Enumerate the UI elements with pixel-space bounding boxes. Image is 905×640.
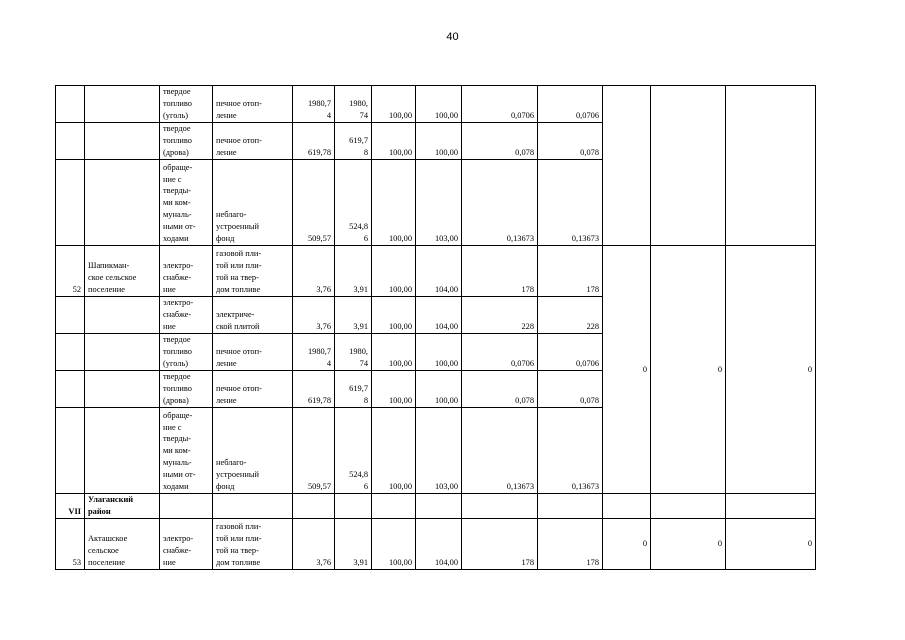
percent-first: 100,00 xyxy=(372,408,416,494)
summary-value-2: 0 xyxy=(651,246,726,494)
value-second-period: 619,7 8 xyxy=(335,123,372,160)
percent-first: 100,00 xyxy=(372,246,416,297)
district-name: Улаганский район xyxy=(85,494,160,519)
row-index xyxy=(56,123,85,160)
value-second-period: 3,91 xyxy=(335,519,372,570)
page-number: 40 xyxy=(446,31,459,43)
utility-service: электро- снабже- ние xyxy=(160,519,213,570)
tail-col-3 xyxy=(726,86,816,246)
norm-second: 0,0706 xyxy=(538,86,603,123)
norm-first: 0,13673 xyxy=(462,160,538,246)
percent-second: 103,00 xyxy=(416,408,462,494)
value-first-period: 1980,7 4 xyxy=(293,334,335,371)
row-index: 52 xyxy=(56,246,85,297)
norm-first: 0,13673 xyxy=(462,408,538,494)
value-first-period: 619,78 xyxy=(293,371,335,408)
percent-second: 104,00 xyxy=(416,519,462,570)
norm-first: 0,0706 xyxy=(462,86,538,123)
row-index: 53 xyxy=(56,519,85,570)
table-row xyxy=(56,519,816,570)
settlement-name xyxy=(85,123,160,160)
table-row xyxy=(56,86,816,123)
norm-second: 178 xyxy=(538,519,603,570)
percent-second: 103,00 xyxy=(416,160,462,246)
consumer-category: электриче- ской плитой xyxy=(213,297,293,334)
value-first-period: 3,76 xyxy=(293,519,335,570)
norm-first: 0,078 xyxy=(462,371,538,408)
value-first-period: 509,57 xyxy=(293,408,335,494)
row-index xyxy=(56,371,85,408)
summary-value-1: 0 xyxy=(603,519,651,570)
settlement-name xyxy=(85,297,160,334)
consumer-category: неблаго- устроенный фонд xyxy=(213,408,293,494)
utility-service: твердое топливо (уголь) xyxy=(160,334,213,371)
value-second-period: 524,8 6 xyxy=(335,408,372,494)
consumer-category: печное отоп- ление xyxy=(213,334,293,371)
norm-second: 0,13673 xyxy=(538,160,603,246)
row-index xyxy=(56,334,85,371)
norm-second: 228 xyxy=(538,297,603,334)
consumer-category: газовой пли- той или пли- той на твер- дом топливе xyxy=(213,519,293,570)
utility-service: твердое топливо (уголь) xyxy=(160,86,213,123)
norm-first: 178 xyxy=(462,519,538,570)
norm-first: 0,0706 xyxy=(462,334,538,371)
row-index xyxy=(56,297,85,334)
percent-first: 100,00 xyxy=(372,297,416,334)
consumer-category: неблаго- устроенный фонд xyxy=(213,160,293,246)
percent-second: 104,00 xyxy=(416,297,462,334)
settlement-name xyxy=(85,334,160,371)
percent-second: 100,00 xyxy=(416,371,462,408)
value-first-period: 3,76 xyxy=(293,297,335,334)
percent-second: 100,00 xyxy=(416,86,462,123)
empty-cell xyxy=(372,494,416,519)
value-first-period: 3,76 xyxy=(293,246,335,297)
settlement-name: Акташское сельское поселение xyxy=(85,519,160,570)
summary-value-2: 0 xyxy=(651,519,726,570)
value-second-period: 524,8 6 xyxy=(335,160,372,246)
norm-second: 178 xyxy=(538,246,603,297)
value-first-period: 509,57 xyxy=(293,160,335,246)
settlement-name xyxy=(85,160,160,246)
tariff-table xyxy=(55,85,816,570)
norm-second: 0,0706 xyxy=(538,334,603,371)
consumer-category: печное отоп- ление xyxy=(213,371,293,408)
percent-first: 100,00 xyxy=(372,519,416,570)
empty-cell xyxy=(603,494,651,519)
value-second-period: 3,91 xyxy=(335,297,372,334)
district-row xyxy=(56,494,816,519)
row-index xyxy=(56,408,85,494)
utility-service: твердое топливо (дрова) xyxy=(160,123,213,160)
norm-second: 0,078 xyxy=(538,371,603,408)
district-index: VII xyxy=(56,494,85,519)
value-second-period: 1980, 74 xyxy=(335,334,372,371)
empty-cell xyxy=(726,494,816,519)
utility-service: электро- снабже- ние xyxy=(160,246,213,297)
row-index xyxy=(56,86,85,123)
utility-service: твердое топливо (дрова) xyxy=(160,371,213,408)
consumer-category: печное отоп- ление xyxy=(213,86,293,123)
summary-value-1: 0 xyxy=(603,246,651,494)
percent-first: 100,00 xyxy=(372,123,416,160)
empty-cell xyxy=(160,494,213,519)
empty-cell xyxy=(538,494,603,519)
tail-col-2 xyxy=(651,86,726,246)
row-index xyxy=(56,160,85,246)
table-row xyxy=(56,246,816,297)
norm-second: 0,13673 xyxy=(538,408,603,494)
summary-value-3: 0 xyxy=(726,519,816,570)
utility-service: электро- снабже- ние xyxy=(160,297,213,334)
value-second-period: 1980, 74 xyxy=(335,86,372,123)
empty-cell xyxy=(651,494,726,519)
percent-first: 100,00 xyxy=(372,160,416,246)
value-second-period: 3,91 xyxy=(335,246,372,297)
norm-first: 228 xyxy=(462,297,538,334)
norm-first: 0,078 xyxy=(462,123,538,160)
value-first-period: 1980,7 4 xyxy=(293,86,335,123)
empty-cell xyxy=(462,494,538,519)
norm-second: 0,078 xyxy=(538,123,603,160)
empty-cell xyxy=(335,494,372,519)
settlement-name xyxy=(85,408,160,494)
percent-first: 100,00 xyxy=(372,86,416,123)
settlement-name xyxy=(85,371,160,408)
empty-cell xyxy=(416,494,462,519)
empty-cell xyxy=(213,494,293,519)
settlement-name xyxy=(85,86,160,123)
utility-service: обраще- ние с тверды- ми ком- муналь- ными от- ходами xyxy=(160,408,213,494)
consumer-category: печное отоп- ление xyxy=(213,123,293,160)
tail-col-1 xyxy=(603,86,651,246)
utility-service: обраще- ние с тверды- ми ком- муналь- ными от- ходами xyxy=(160,160,213,246)
empty-cell xyxy=(293,494,335,519)
percent-second: 100,00 xyxy=(416,123,462,160)
percent-second: 100,00 xyxy=(416,334,462,371)
settlement-name: Шапикман- ское сельское поселение xyxy=(85,246,160,297)
percent-second: 104,00 xyxy=(416,246,462,297)
value-first-period: 619,78 xyxy=(293,123,335,160)
percent-first: 100,00 xyxy=(372,371,416,408)
consumer-category: газовой пли- той или пли- той на твер- дом топливе xyxy=(213,246,293,297)
summary-value-3: 0 xyxy=(726,246,816,494)
norm-first: 178 xyxy=(462,246,538,297)
percent-first: 100,00 xyxy=(372,334,416,371)
value-second-period: 619,7 8 xyxy=(335,371,372,408)
